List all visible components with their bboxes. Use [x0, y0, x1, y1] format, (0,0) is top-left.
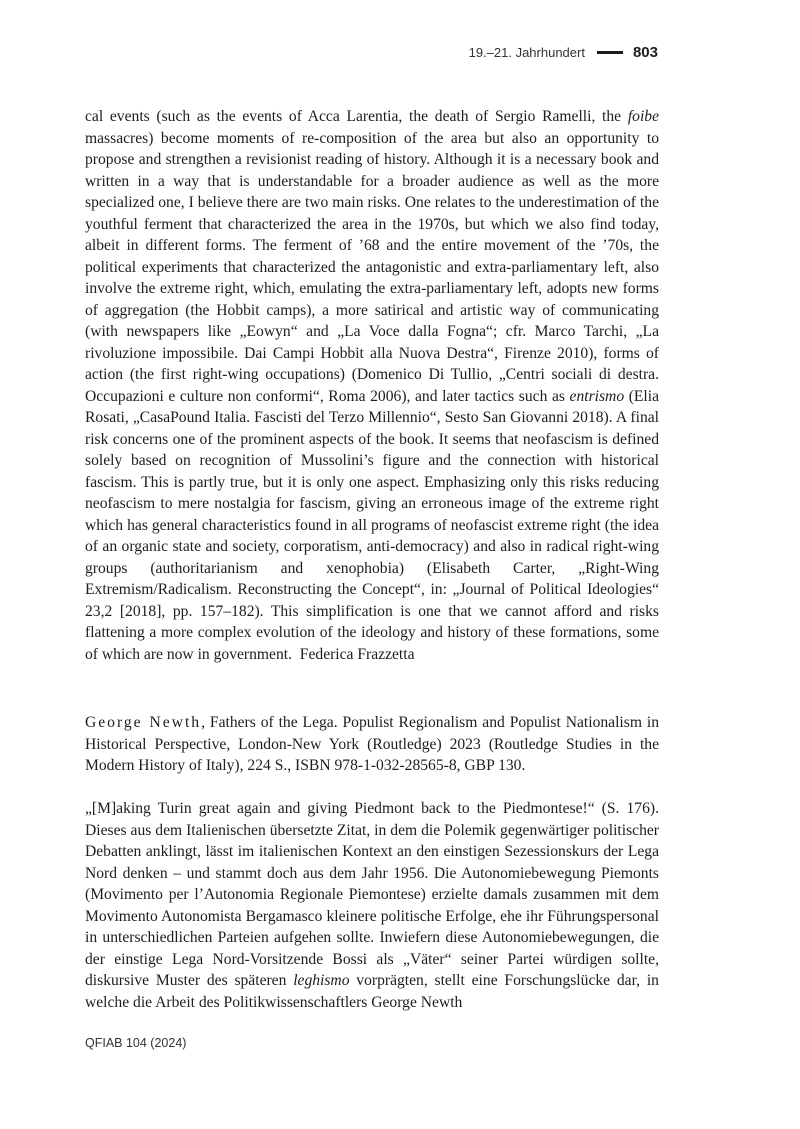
- reviewer-name: Federica Frazzetta: [299, 645, 415, 663]
- review-continuation: [85, 106, 659, 665]
- book-author: George Newth: [85, 714, 202, 731]
- book-citation: [85, 712, 659, 777]
- review-paragraph: cal events (such as the events of Acca Larentia, the death of Sergio Ramelli, the foibe massacres) become moments of re-composition of the area but also an opportunity to propose and strengthen a revisionist reading of history. Although it is a necessary book and written in a way that is understandable for a broader audience as well as the more specialized one, I believe there are two main risks. One relates to the underestimation of the youthful ferment that characterized the area in the 1970s, but which we also find today, albeit in different forms. The ferment of ’68 and the entire movement of the ’70s, the political experiments that characterized the antagonistic and extra-parliamentary left, also involve the extreme right, which, emulating the extra-parliamentary left, adopts new forms of aggregation (the Hobbit camps), a more satirical and artistic way of communicating (with newspapers like „Eowyn“ and „La Voce dalla Fogna“; cfr. Marco Tarchi, „La rivoluzione impossibile. Dai Campi Hobbit alla Nuova Destra“, Firenze 2010), forms of action (the first right-wing occupations) (Domenico Di Tullio, „Centri sociali di destra. Occupazioni e culture non conformi“, Roma 2006), and later tactics such as entrismo (Elia Rosati, „CasaPound Italia. Fascisti del Terzo Millennio“, Sesto San Giovanni 2018). A final risk concerns one of the prominent aspects of the book. It seems that neofascism is defined solely based on recognition of Mussolini’s figure and the connection with historical fascism. This is partly true, but it is only one aspect. Emphasizing only this risks reducing neofascism to mere nostalgia for fascism, giving an erroneous image of the extreme right which has general characteristics found in all programs of neofascist extreme right (the idea of an organic state and society, corporatism, anti-democracy) and also in radical right-wing groups (authoritarianism and xenophobia) (Elisabeth Carter, „Right-Wing Extremism/Radicalism. Reconstructing the Concept“, in: „Journal of Political Ideologies“ 23,2 [2018], pp. 157–182). This simplification is one that we cannot afford and risks flattening a more complex evolution of the ideology and history of these formations, some of which are now in government. Federica Frazzetta: [85, 108, 659, 663]
- italic-term: foibe: [627, 108, 659, 125]
- review-start: [85, 798, 659, 1013]
- journal-footer: QFIAB 104 (2024): [85, 1036, 187, 1050]
- section-title: 19.–21. Jahrhundert: [468, 45, 585, 60]
- italic-term: leghismo: [293, 972, 350, 989]
- italic-term: entrismo: [569, 387, 625, 405]
- page-number: 803: [632, 44, 658, 61]
- review-paragraph: „[M]aking Turin great again and giving Piedmont back to the Piedmontese!“ (S. 176). Dieses aus dem Italienischen übersetzte Zitat, in dem die Polemik gegenwärtiger politischer Debatten anklingt, lässt im italienischen Kontext an den einstigen Sezessionskurs der Lega Nord denken – und stammt doch aus dem Jahr 1956. Die Autonomiebewegung Piemonts (Movimento per l’Autonomia Regionale Piemontese) erzielte damals zusammen mit dem Movimento Autonomista Bergamasco kleinere politische Erfolge, ehe ihr Führungspersonal in unterschiedlichen Parteien aufgehen sollte. Inwiefern diese Autonomiebewegungen, die der einstige Lega Nord-Vorsitzende Bossi als „Väter“ seiner Partei würdigen sollte, diskursive Muster des späteren leghismo vorprägten, stellt eine Forschungslücke dar, in welche die Arbeit des Politikwissenschaftlers George Newth: [85, 800, 659, 1011]
- running-header: [0, 44, 658, 61]
- book-details: , Fathers of the Lega. Populist Regionalism and Populist Nationalism in Historical Perspective, London-New York (Routledge) 2023 (Routledge Studies in the Modern History of Italy), 224 S., ISBN 978-1-032-28565-8, GBP 130.: [85, 714, 659, 774]
- header-rule: [597, 51, 623, 54]
